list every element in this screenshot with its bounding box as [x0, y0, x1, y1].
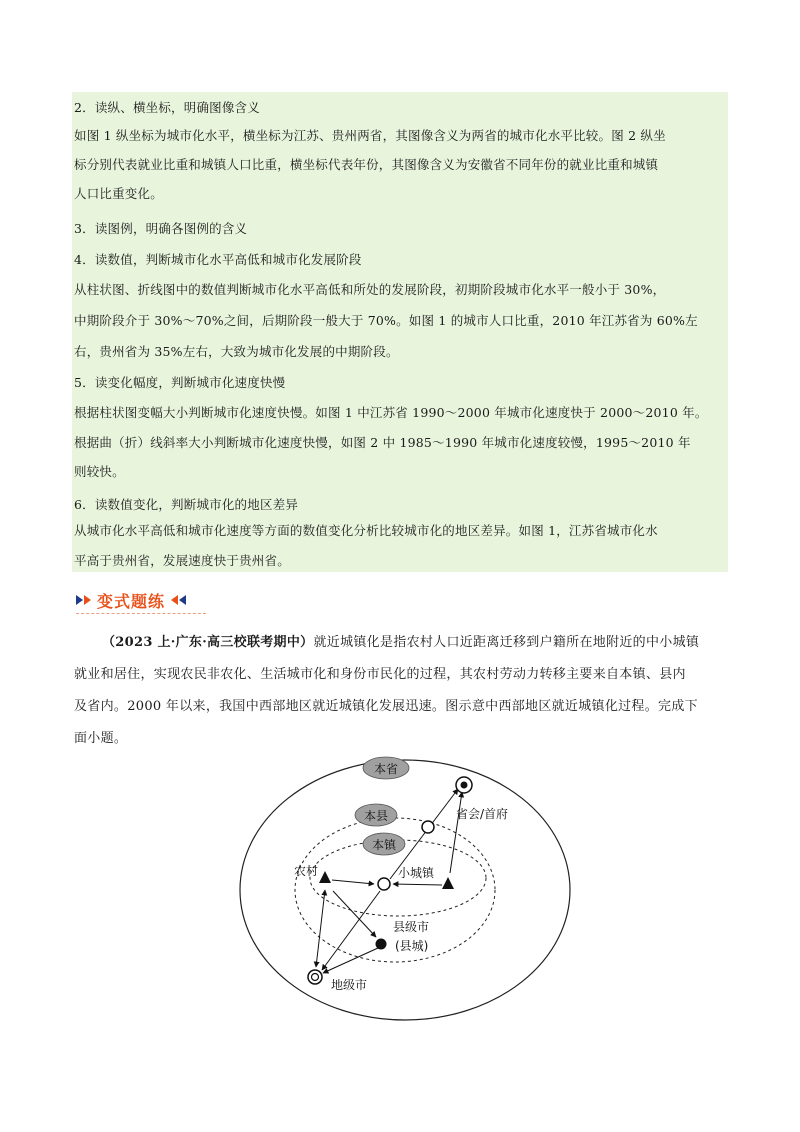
prefecture-city-icon-ring — [312, 974, 319, 981]
section-heading — [76, 588, 186, 612]
county-city-label: 县级市 — [393, 920, 430, 934]
question-line: 面小题。 — [74, 731, 128, 746]
summary-line: 标分别代表就业比重和城镇人口比重，横坐标代表年份，其图像含义为安徽省不同年份的就业比重和城镇 — [74, 157, 659, 172]
small-town-icon — [378, 878, 390, 890]
province-boundary — [240, 760, 570, 1020]
summary-line: 中期阶段介于 30%～70%之间，后期阶段一般大于 70%。如图 1 的城市人口比重，2010 年江苏省为 60%左 — [74, 313, 698, 328]
triangle-right-icon — [76, 595, 83, 605]
arrow-village-prefecture — [316, 890, 325, 967]
section-heading-text: 变式题练 — [97, 591, 166, 611]
province-label: 本省 — [373, 762, 399, 776]
summary-line: 4．读数值，判断城市化水平高低和城市化发展阶段 — [74, 252, 362, 267]
triangle-left-icon — [179, 595, 186, 605]
village-icon — [442, 877, 454, 889]
summary-line: 3．读图例，明确各图例的含义 — [74, 221, 248, 236]
summary-line: 右，贵州省为 35%左右，大致为城市化发展的中期阶段。 — [74, 344, 399, 359]
prefecture-city-label: 地级市 — [331, 978, 368, 992]
county-label: 本县 — [363, 809, 389, 823]
arrow-countycity-prefecture — [323, 948, 378, 973]
question-line: 及省内。2000 年以来，我国中西部地区就近城镇化发展迅速。图示意中西部地区就近城镇化过程。完成下 — [74, 699, 698, 714]
urbanization-diagram — [0, 745, 800, 1045]
triangle-left-icon — [171, 595, 178, 605]
summary-line: 从城市化水平高低和城市化速度等方面的数值变化分析比较城市化的地区差异。如图 1，江苏省城市化水 — [74, 523, 658, 538]
question-source: （2023 上·广东·高三校联考期中） — [102, 635, 314, 650]
capital-icon-dot — [461, 782, 468, 789]
summary-line: 平高于贵州省，发展速度快于贵州省。 — [74, 553, 290, 568]
summary-line: 2．读纵、横坐标，明确图像含义 — [74, 100, 260, 115]
arrow-village-countycity — [333, 891, 376, 937]
summary-line: 从柱状图、折线图中的数值判断城市化水平高低和所处的发展阶段，初期阶段城市化水平一般小于 30%， — [74, 282, 666, 297]
heading-underline — [76, 612, 206, 614]
summary-line: 人口比重变化。 — [74, 186, 163, 201]
capital-label: 省会/首府 — [456, 807, 509, 821]
summary-line: 5．读变化幅度，判断城市化速度快慢 — [74, 375, 286, 390]
town-label: 本镇 — [371, 838, 397, 852]
summary-line: 如图 1 纵坐标为城市化水平，横坐标为江苏、贵州两省，其图像含义为两省的城市化水平比较。图 2 纵坐 — [74, 128, 666, 143]
question-line — [102, 631, 699, 650]
summary-line: 根据曲（折）线斜率大小判断城市化速度快慢，如图 2 中 1985～1990 年城市化速度较慢，1995～2010 年 — [74, 435, 691, 450]
arrow-village-smalltown — [332, 880, 374, 884]
triangle-right-icon — [84, 595, 91, 605]
question-line: 就业和居住，实现农民非农化、生活城市化和身份市民化的过程，其农村劳动力转移主要来自本镇、县内 — [74, 667, 686, 682]
village-label: 农村 — [293, 864, 318, 878]
summary-line: 根据柱状图变幅大小判断城市化速度快慢。如图 1 中江苏省 1990～2000 年城市化速度快于 2000～2010 年。 — [74, 405, 708, 420]
arrow-smalltown-prefecture — [322, 891, 380, 970]
small-town-label: 小城镇 — [398, 866, 435, 880]
city-icon — [422, 821, 434, 833]
village-icon — [319, 871, 331, 883]
arrow-town2-capital — [450, 792, 462, 873]
summary-line: 6．读数值变化，判断城市化的地区差异 — [74, 497, 299, 512]
county-seat-label: (县城) — [395, 939, 429, 953]
question-text: 就近城镇化是指农村人口近距离迁移到户籍所在地附近的中小城镇 — [313, 635, 700, 650]
summary-line: 则较快。 — [74, 464, 125, 479]
arrow-town2-smalltown — [393, 884, 442, 885]
county-city-icon — [376, 939, 387, 950]
